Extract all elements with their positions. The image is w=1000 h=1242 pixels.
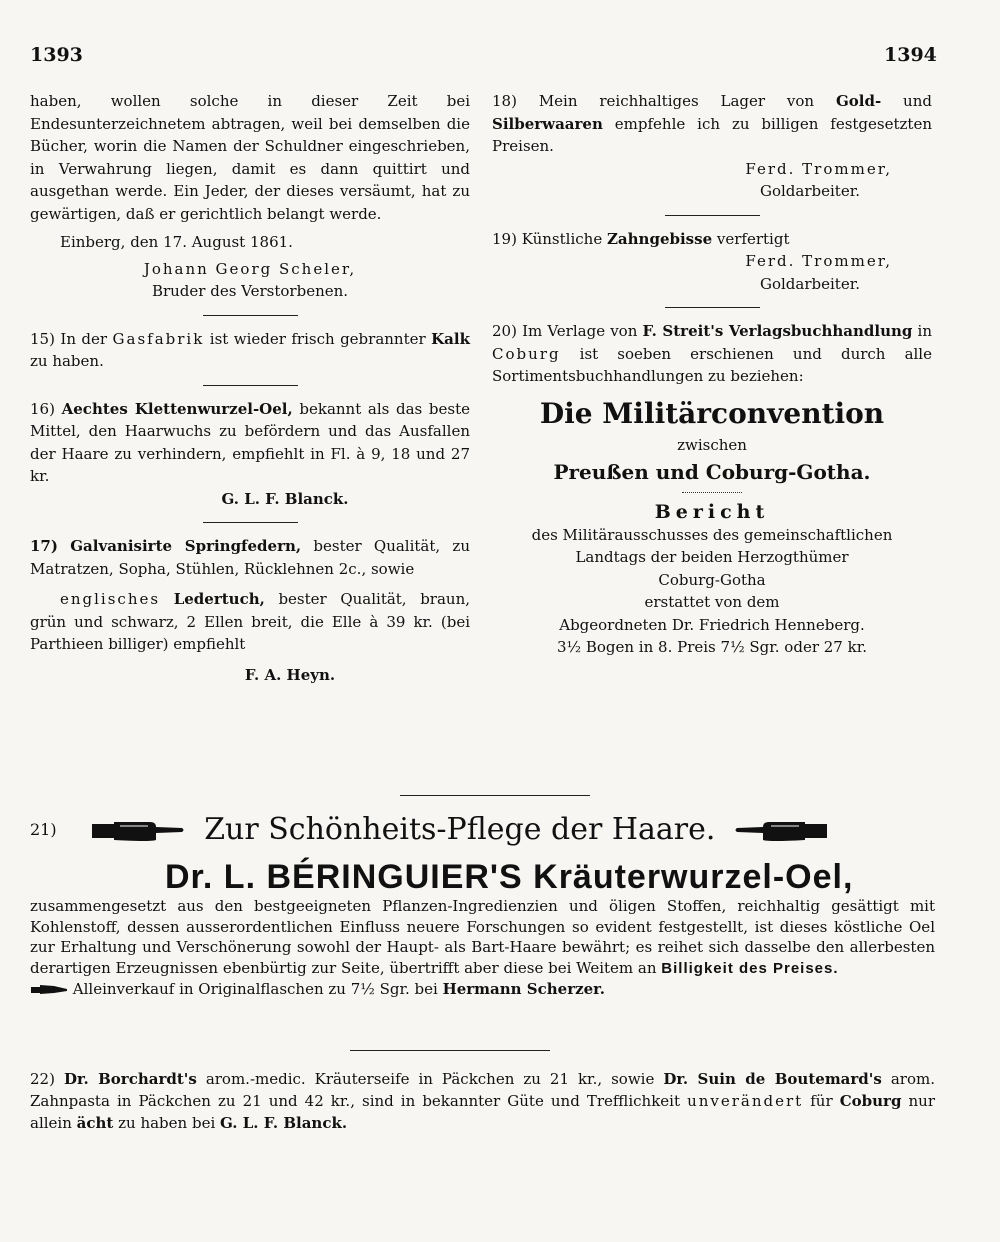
- ad-text: empfehle ich zu billigen festgesetzten Preisen.: [492, 114, 932, 155]
- ad-keyword: Dr. Borchardt's: [63, 1070, 197, 1088]
- ad-17-continued: [30, 588, 470, 656]
- ad-signature-role: Goldarbeiter.: [760, 274, 860, 293]
- dateline: Einberg, den 17. August 1861.: [60, 233, 293, 251]
- ad-title: Aechtes Klettenwurzel-Oel,: [61, 399, 293, 418]
- report-line: erstattet von dem: [644, 593, 780, 611]
- book-title: Die Militärconvention: [539, 396, 885, 430]
- ad-keyword: ächt: [76, 1114, 114, 1132]
- ad-number: 22): [30, 1070, 55, 1088]
- divider: [665, 307, 760, 308]
- ad-signature: Ferd. Trommer,: [745, 252, 892, 270]
- ad-signature: G. L. F. Blanck.: [220, 1114, 348, 1132]
- left-column: [30, 90, 470, 686]
- report-line: Landtags der beiden Herzogthümer: [575, 548, 849, 566]
- ad-text: verfertigt: [716, 229, 790, 248]
- ad-number: 18): [492, 92, 517, 110]
- ad-text: nur allein: [30, 1092, 935, 1132]
- ad-17: [30, 535, 470, 580]
- ad-number: 17): [30, 537, 58, 555]
- ad-text: ist wieder frisch gebrannter: [209, 329, 426, 348]
- signature-name: Johann Georg Scheler,: [143, 259, 357, 278]
- divider: [400, 795, 590, 796]
- ad-text: und: [903, 92, 932, 110]
- ad-16: [30, 398, 470, 488]
- ad-text: Alleinverkauf in Originalflaschen zu 7½ Sgr. bei: [72, 980, 438, 998]
- ad-number: 20): [492, 322, 517, 340]
- ad-18: [492, 90, 932, 158]
- divider: [203, 315, 298, 316]
- notice-paragraph: haben, wollen solche in dieser Zeit bei Endesunterzeichnetem abtragen, weil bei demselben die Bücher, worin die Namen der Schuldner eingeschrieben, in Verwahrung liegen, damit es dann quittirt und ausgethan werde. Ein Jeder, der dieses versäumt, hat zu gewärtigen, daß er gerichtlich belangt werde.: [30, 92, 470, 223]
- ad-text: Mein reichhaltiges Lager von: [538, 92, 815, 110]
- pointing-hand-left-icon: [734, 814, 829, 846]
- ad-keyword: Coburg: [492, 344, 561, 363]
- ad-signature: G. L. F. Blanck.: [221, 489, 349, 508]
- ad-text: Im Verlage von: [522, 322, 638, 340]
- product-name: Dr. L. BÉRINGUIER'S Kräuterwurzel-Oel,: [165, 858, 854, 896]
- ad-signature: F. A. Heyn.: [244, 665, 336, 684]
- report-line: Coburg-Gotha: [658, 570, 766, 589]
- ad-19: [492, 228, 932, 251]
- book-title-connector: zwischen: [677, 435, 747, 454]
- pointing-hand-right-icon: [30, 983, 68, 997]
- ad-text-block: [30, 896, 935, 979]
- right-column: [492, 90, 932, 659]
- ad-keyword: Coburg: [839, 1092, 902, 1110]
- ad-keyword: Dr. Suin de Boutemard's: [663, 1070, 882, 1088]
- report-heading: Bericht: [654, 501, 770, 523]
- divider: [203, 385, 298, 386]
- ad-keyword: Gasfabrik: [112, 329, 205, 348]
- ad-keyword: Kalk: [431, 329, 470, 348]
- ad-title: Galvanisirte Springfedern,: [70, 537, 302, 555]
- report-author: Abgeordneten Dr. Friedrich Henneberg.: [559, 615, 865, 634]
- ad-text: bester Qualität, zu Matratzen, Sopha, Stühlen, Rücklehnen 2c., sowie: [30, 537, 470, 578]
- ad-keyword: Silberwaaren: [492, 114, 603, 133]
- ad-text: arom. Zahnpasta in Päckchen zu 21 und 42 kr., sind in bekannter Güte und Trefflichkeit: [30, 1070, 935, 1110]
- ad-22: [30, 1068, 935, 1134]
- ad-number: 21): [30, 820, 57, 839]
- ad-text: Künstliche: [521, 229, 603, 248]
- ad-text: bekannt als das beste Mittel, den Haarwuchs zu befördern und das Ausfallen der Haare zu verhindern, empfiehlt in Fl. à 9, 18 und 27 kr.: [30, 399, 470, 485]
- ad-number: 19): [492, 229, 517, 248]
- ad-signature-role: Goldarbeiter.: [760, 182, 860, 200]
- ad-21-header: [30, 812, 940, 856]
- ad-text: bester Qualität, braun, grün und schwarz, 2 Ellen breit, die Elle à 39 kr. (bei Parthieen billiger) empfiehlt: [30, 590, 470, 653]
- ad-number: 15): [30, 329, 55, 348]
- ad-keyword: Zahngebisse: [606, 229, 713, 248]
- book-price: 3½ Bogen in 8. Preis 7½ Sgr. oder 27 kr.: [557, 638, 867, 656]
- ad-sales-line: [30, 979, 935, 1000]
- pointing-hand-right-icon: [90, 814, 185, 846]
- ad-number: 16): [30, 399, 55, 418]
- ad-text: zu haben bei: [118, 1114, 216, 1132]
- ad-keyword: F. Streit's Verlagsbuchhandlung: [642, 322, 913, 340]
- ad-signature: Ferd. Trommer,: [745, 159, 892, 178]
- page-number-right: 1394: [884, 44, 937, 66]
- ad-text: zusammengesetzt aus den bestgeeigneten Pflanzen-Ingredienzien und öligen Stoffen, reichhaltig gesättigt mit Kohlenstoff, dessen ausserordentlichen Einfluss neuere Forschungen so evident festgestellt, ist dieses köstliche Oel zur Erhaltung und Verschönerung sowohl der Haupt- als Bart-Haare bewährt; es reihet sich dasselbe den allerbesten derartigen Erzeugnissen ebenbürtig zur Seite, übertrifft aber diese bei Weitem an: [30, 897, 935, 977]
- ad-text: englisches: [60, 590, 161, 608]
- divider: [203, 522, 298, 523]
- ad-keyword: Billigkeit des Preises.: [661, 959, 839, 977]
- ad-text: in: [917, 322, 932, 340]
- ornament-divider: [682, 492, 742, 493]
- ad-keyword: Ledertuch,: [173, 590, 265, 608]
- signature-role: Bruder des Verstorbenen.: [151, 282, 349, 300]
- ad-text: ist soeben erschienen und durch alle Sortimentsbuchhandlungen zu beziehen:: [492, 344, 932, 385]
- ad-21-body: [30, 896, 935, 1000]
- ad-text: für: [810, 1092, 833, 1110]
- report-line: des Militärausschusses des gemeinschaftlichen: [531, 525, 893, 544]
- ad-headline: Zur Schönheits-Pflege der Haare.: [204, 812, 716, 847]
- divider: [350, 1050, 550, 1051]
- ad-text: In der: [60, 329, 108, 348]
- ad-20: [492, 320, 932, 388]
- ad-keyword: unverändert: [687, 1092, 804, 1110]
- ad-text: zu haben.: [30, 352, 104, 370]
- book-subtitle: Preußen und Coburg-Gotha.: [553, 460, 871, 484]
- ad-keyword: Gold-: [835, 92, 882, 110]
- ad-text: arom.-medic. Kräuterseife in Päckchen zu 21 kr., sowie: [205, 1070, 655, 1088]
- ad-15: [30, 328, 470, 373]
- divider: [665, 215, 760, 216]
- page-number-left: 1393: [30, 44, 83, 66]
- ad-seller: Hermann Scherzer.: [442, 980, 605, 998]
